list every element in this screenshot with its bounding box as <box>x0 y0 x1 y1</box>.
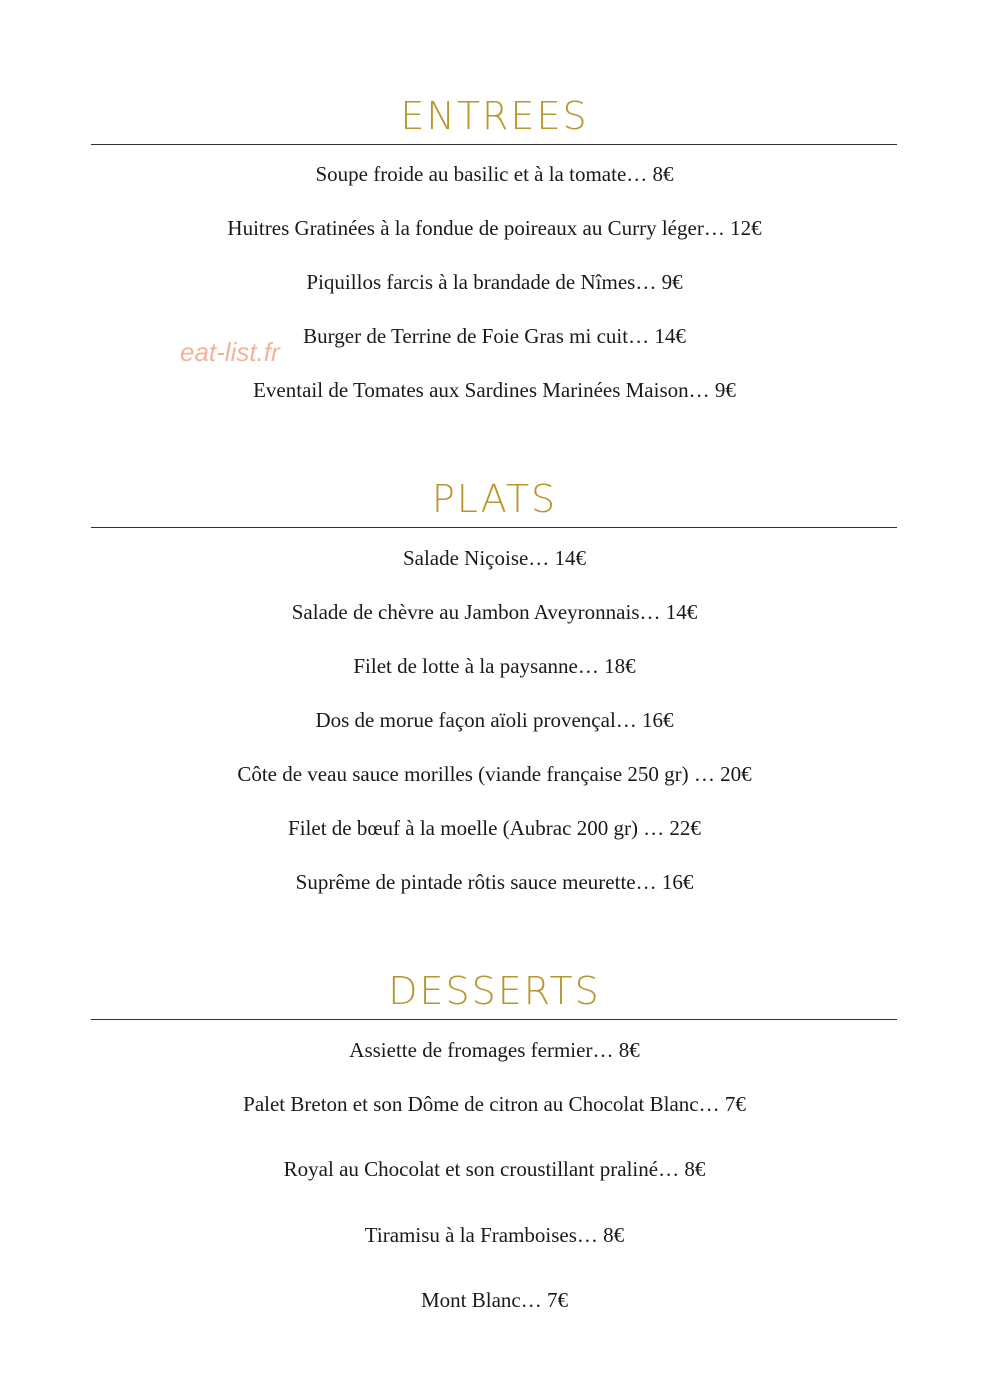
menu-item: Salade de chèvre au Jambon Aveyronnais… 14€ <box>291 600 698 624</box>
menu-item: Soupe froide au basilic et à la tomate… 8€ <box>315 162 674 186</box>
menu-item: Dos de morue façon aïoli provençal… 16€ <box>315 708 674 732</box>
menu-item: Palet Breton et son Dôme de citron au Chocolat Blanc… 7€ <box>243 1092 746 1116</box>
watermark-text: eat-list.fr <box>180 337 280 367</box>
plats-heading: PLATS <box>431 477 558 521</box>
menu-item: Eventail de Tomates aux Sardines Marinées Maison… 9€ <box>253 378 736 402</box>
menu-item: Filet de lotte à la paysanne… 18€ <box>353 654 636 678</box>
menu-item: Mont Blanc… 7€ <box>421 1288 568 1312</box>
entrees-divider <box>91 144 897 145</box>
desserts-heading: DESSERTS <box>388 969 601 1013</box>
menu-item: Côte de veau sauce morilles (viande française 250 gr) … 20€ <box>237 762 752 786</box>
menu-item: Suprême de pintade rôtis sauce meurette… 16€ <box>295 870 694 894</box>
menu-item: Royal au Chocolat et son croustillant praliné… 8€ <box>283 1157 706 1181</box>
menu-item: Filet de bœuf à la moelle (Aubrac 200 gr) … 22€ <box>288 816 701 840</box>
desserts-divider <box>91 1019 897 1020</box>
plats-divider <box>91 527 897 528</box>
menu-item: Salade Niçoise… 14€ <box>402 546 587 570</box>
menu-item: Huitres Gratinées à la fondue de poireaux au Curry léger… 12€ <box>227 216 762 240</box>
menu-item: Assiette de fromages fermier… 8€ <box>349 1038 640 1062</box>
entrees-heading: ENTREES <box>400 94 589 138</box>
menu-item: Piquillos farcis à la brandade de Nîmes… 9€ <box>306 270 683 294</box>
menu-item: Tiramisu à la Framboises… 8€ <box>364 1223 625 1247</box>
menu-item: Burger de Terrine de Foie Gras mi cuit… 14€ <box>303 324 686 348</box>
